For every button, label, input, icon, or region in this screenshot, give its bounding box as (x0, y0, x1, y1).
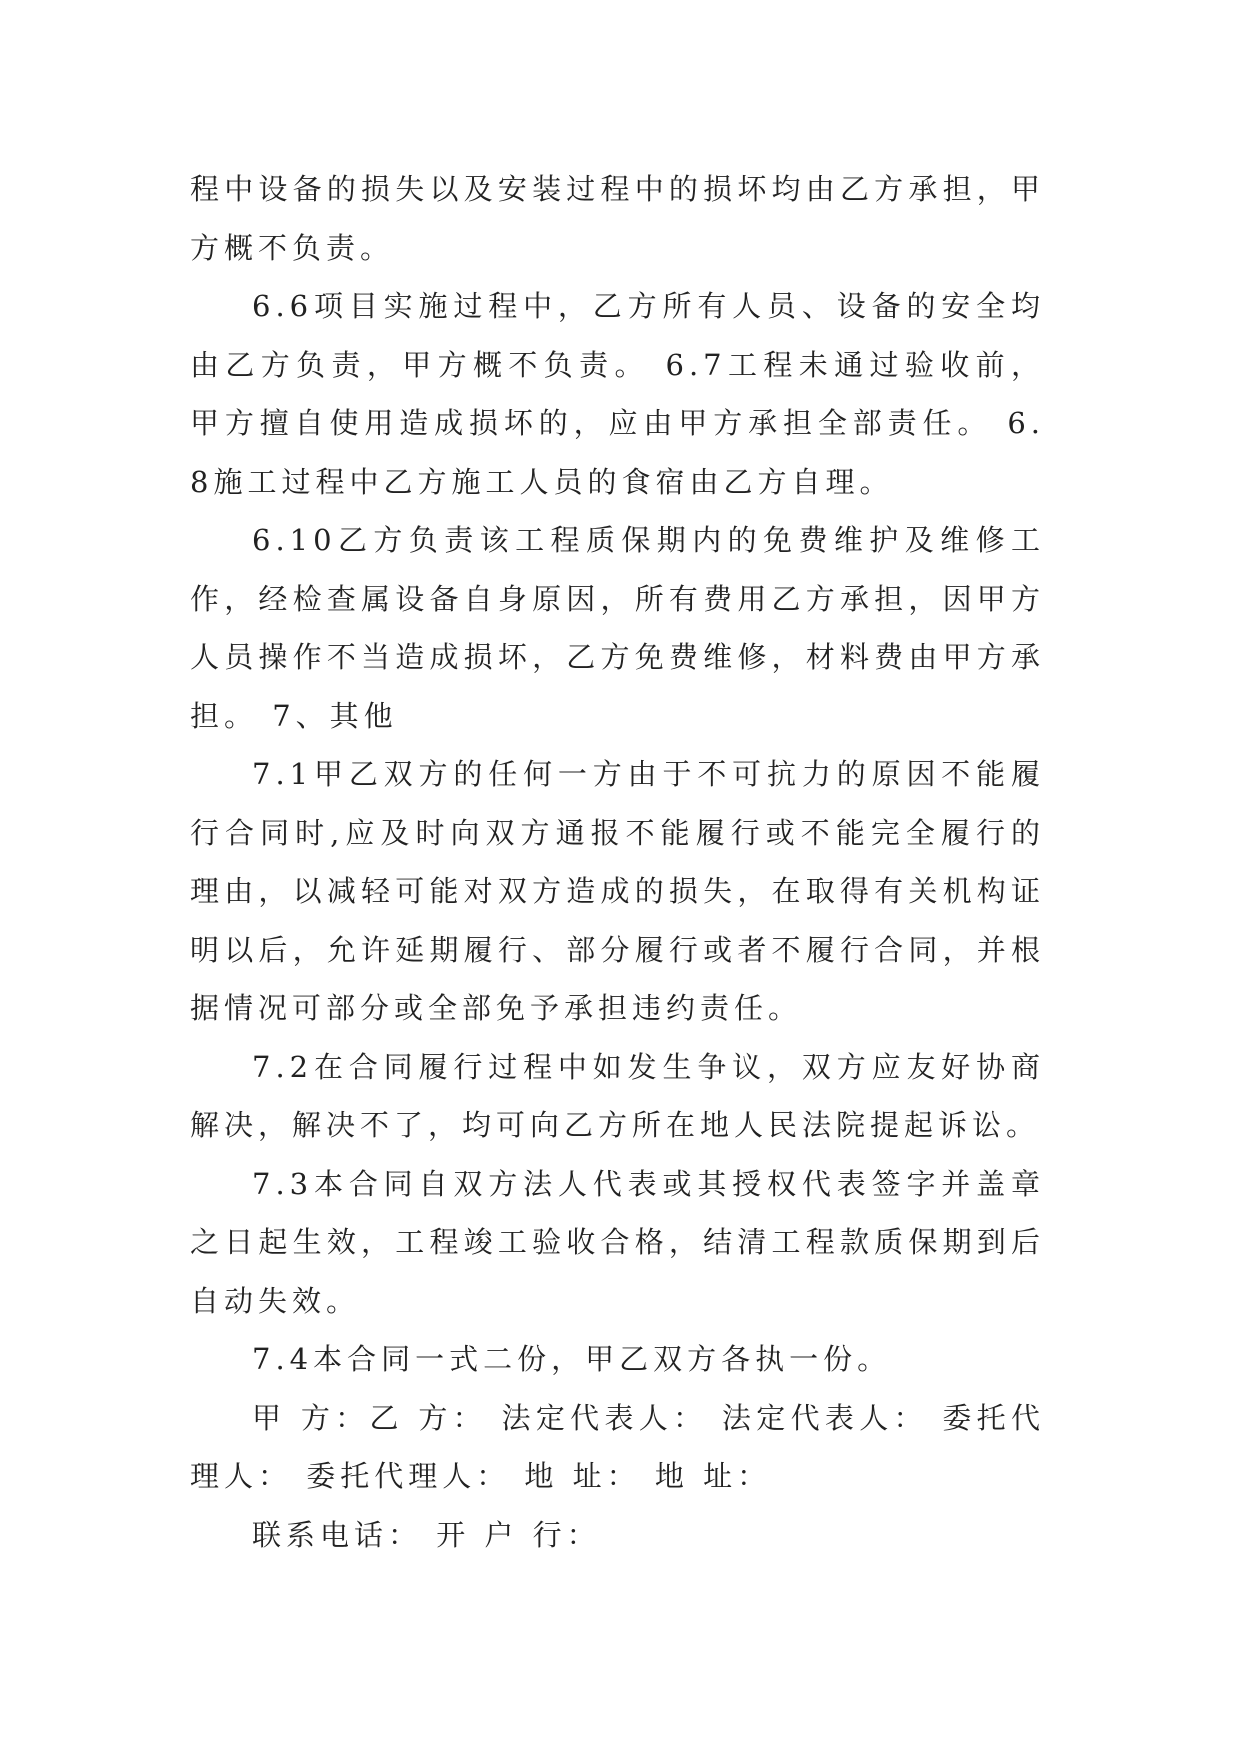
paragraph-clause-6-10: 6.10乙方负责该工程质保期内的免费维护及维修工作，经检查属设备自身原因，所有费用乙方承担，因甲方人员操作不当造成损坏，乙方免费维修，材料费由甲方承担。 7、其他 (190, 523, 1045, 733)
contract-body (190, 160, 1045, 1564)
signature-fields: 甲 方：乙 方： 法定代表人： 法定代表人： 委托代理人： 委托代理人： 地 址： 地 址： (190, 1400, 1045, 1493)
paragraph-equipment-loss: 程中设备的损失以及安装过程中的损坏均由乙方承担，甲方概不负责。 (190, 172, 1045, 265)
paragraph-clause-7-4: 7.4本合同一式二份，甲乙双方各执一份。 (252, 1342, 892, 1376)
contact-fields: 联系电话： 开 户 行： (252, 1517, 601, 1552)
paragraph-clause-7-1: 7.1甲乙双方的任何一方由于不可抗力的原因不能履行合同时,应及时向双方通报不能履行或不能完全履行的理由，以减轻可能对双方造成的损失，在取得有关机构证明以后，允许延期履行、部分履行或者不履行合同，并根据情况可部分或全部免予承担违约责任。 (190, 757, 1045, 1025)
paragraph-clause-7-3: 7.3本合同自双方法人代表或其授权代表签字并盖章之日起生效，工程竣工验收合格，结清工程款质保期到后自动失效。 (190, 1166, 1045, 1318)
paragraph-clause-7-2: 7.2在合同履行过程中如发生争议，双方应友好协商解决，解决不了，均可向乙方所在地人民法院提起诉讼。 (190, 1049, 1045, 1142)
paragraph-clause-6-6: 6.6项目实施过程中，乙方所有人员、设备的安全均由乙方负责，甲方概不负责。 6.7工程未通过验收前，甲方擅自使用造成损坏的，应由甲方承担全部责任。 6.8施工过程中乙方施工人员的食宿由乙方自理。 (190, 289, 1045, 499)
